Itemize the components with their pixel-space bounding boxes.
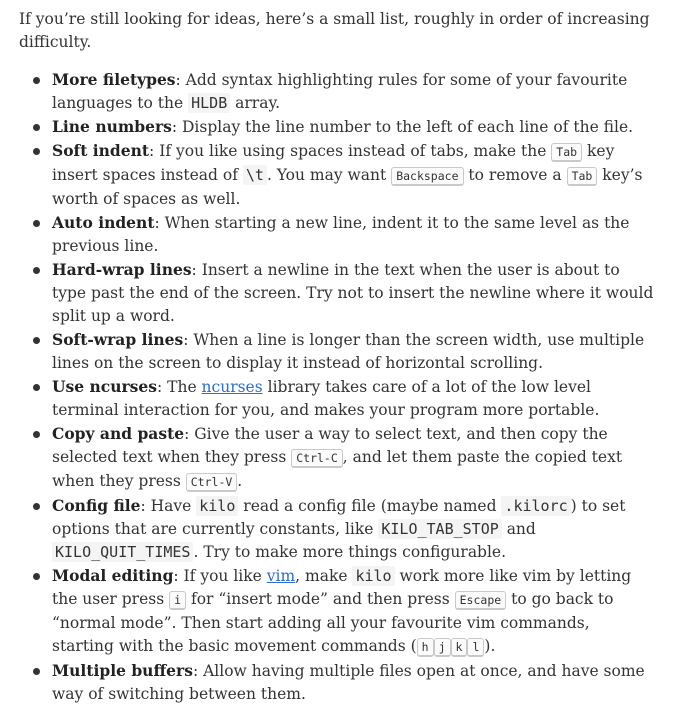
kbd-ctrl-c: Ctrl-C — [291, 449, 343, 468]
item-title: Use ncurses — [52, 377, 157, 396]
item-title: Soft indent — [52, 141, 150, 160]
list-item-hard-wrap: Hard-wrap lines: Insert a newline in the text when the user is about to type past the end of the screen. Try not to insert the newline where it would split up a word. — [19, 258, 655, 328]
list-item-filetypes: More filetypes: Add syntax highlighting rules for some of your favourite languages to the HLDB array. — [19, 68, 655, 115]
list-item-copy-paste: Copy and paste: Give the user a way to select text, and then copy the selected text when they press Ctrl-C , and let them paste the copied text when they press Ctrl-V . — [19, 422, 655, 494]
item-title: More filetypes — [52, 70, 176, 89]
list-item-modal-editing: Modal editing: If you like vim, make kilo work more like vim by letting the user press i for “insert mode” and then press Escape to go back to “normal mode”. Then start adding all your favourite vim commands, starting with the basic movement commands ( h j k l ). — [19, 564, 655, 659]
kbd-ctrl-v: Ctrl-V — [186, 473, 238, 492]
list-item-line-numbers: Line numbers: Display the line number to the left of each line of the file. — [19, 115, 655, 139]
list-item-config-file: Config file: Have kilo read a config file (maybe named .kilorc ) to set options that are currently constants, like KILO_TAB_STOP and KILO_QUIT_TIMES . Try to make more things configurable. — [19, 494, 655, 564]
item-title: Hard-wrap lines — [52, 260, 192, 279]
kbd-h: h — [417, 638, 434, 657]
kbd-tab: Tab — [567, 167, 598, 186]
code-kilo-quit-times: KILO_QUIT_TIMES — [52, 542, 193, 562]
code-kilo: kilo — [196, 496, 238, 516]
kbd-l: l — [467, 638, 484, 657]
ideas-list — [19, 68, 655, 706]
code-kilorc: .kilorc — [501, 496, 570, 516]
item-title: Soft-wrap lines — [52, 330, 184, 349]
kbd-backspace: Backspace — [391, 167, 463, 186]
list-item-soft-indent: Soft indent: If you like using spaces instead of tabs, make the Tab key insert spaces instead of \t . You may want Backspace to remove a Tab key’s worth of spaces as well. — [19, 139, 655, 211]
item-title: Multiple buffers — [52, 661, 193, 680]
vim-link[interactable]: vim — [266, 567, 296, 585]
list-item-soft-wrap: Soft-wrap lines: When a line is longer than the screen width, use multiple lines on the screen to display it instead of horizontal scrolling. — [19, 328, 655, 375]
kbd-j: j — [434, 638, 451, 657]
code-tab-escape: \t — [243, 165, 267, 185]
list-item-ncurses: Use ncurses: The ncurses library takes care of a lot of the low level terminal interaction for you, and makes your program more portable. — [19, 375, 655, 422]
list-item-auto-indent: Auto indent: When starting a new line, indent it to the same level as the previous line. — [19, 211, 655, 258]
code-kilo: kilo — [352, 566, 394, 586]
list-item-multiple-buffers: Multiple buffers: Allow having multiple files open at once, and have some way of switching between them. — [19, 659, 655, 706]
kbd-i: i — [169, 591, 186, 610]
item-title: Config file — [52, 496, 141, 515]
kbd-tab: Tab — [551, 143, 582, 162]
item-title: Line numbers — [52, 117, 172, 136]
item-title: Modal editing — [52, 566, 174, 585]
ncurses-link[interactable]: ncurses — [201, 378, 263, 396]
code-kilo-tab-stop: KILO_TAB_STOP — [378, 519, 501, 539]
item-title: Auto indent — [52, 213, 155, 232]
kbd-k: k — [451, 638, 468, 657]
item-title: Copy and paste — [52, 424, 185, 443]
code-hldb: HLDB — [188, 93, 230, 113]
kbd-escape: Escape — [455, 591, 507, 610]
intro-paragraph: If you’re still looking for ideas, here’s a small list, roughly in order of increasing difficulty. — [19, 10, 650, 51]
